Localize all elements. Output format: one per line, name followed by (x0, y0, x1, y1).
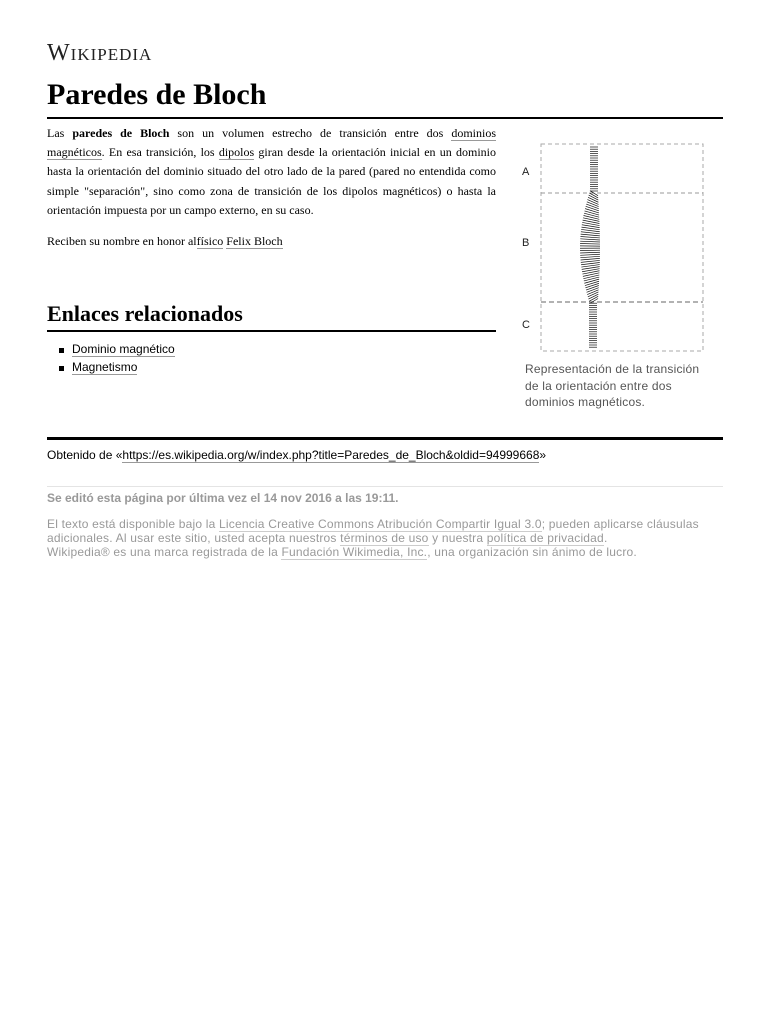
honor-paragraph: Reciben su nombre en honor alfísico Felix Bloch (47, 234, 283, 248)
spin-tick (587, 288, 599, 293)
spin-tick (589, 195, 599, 200)
list-item (58, 358, 175, 376)
spin-tick (588, 197, 598, 202)
link-dominio-magnetico[interactable]: Dominio magnético (72, 342, 175, 356)
spin-tick (589, 296, 598, 301)
spin-tick (587, 290, 598, 295)
permanent-link[interactable]: https://es.wikipedia.org/w/index.php?title=Paredes_de_Bloch&oldid=94999668 (122, 448, 540, 462)
link-dominios-magneticos[interactable]: dominios magnéticos (47, 126, 496, 160)
license-notice: El texto está disponible bajo la Licencia Creative Commons Atribución Compartir Igual 3.0; pueden aplicarse cláusulas adicionales. Al usar este sitio, usted acepta nuestros términos de uso y nuestra política de privacidad. Wikipedia® es una marca registrada de la Fundación Wikimedia, Inc., una organización sin ánimo de lucro. (47, 517, 699, 559)
spin-tick (580, 256, 600, 257)
spin-tick (586, 286, 599, 291)
link-fisico[interactable]: físico (196, 234, 224, 248)
figure-label-a: A (522, 166, 530, 178)
spin-tick (588, 292, 599, 297)
spin-tick (585, 211, 600, 215)
spin-tick (585, 283, 598, 287)
link-wikimedia-foundation[interactable]: Fundación Wikimedia, Inc. (281, 545, 428, 559)
link-cc-license[interactable]: Licencia Creative Commons Atribución Compartir Igual 3.0 (219, 517, 542, 531)
related-links-list (58, 340, 175, 376)
spin-tick (580, 236, 599, 237)
list-item (58, 340, 175, 358)
link-terms-of-use[interactable]: términos de uso (340, 531, 429, 545)
spin-tick (581, 232, 600, 234)
spin-tick (584, 277, 599, 281)
retrieved-from: Obtenido de «https://es.wikipedia.org/w/index.php?title=Paredes_de_Bloch&oldid=94999668» (47, 448, 547, 462)
spin-tick (580, 239, 600, 240)
spin-arrows (580, 147, 600, 347)
spin-tick (584, 213, 599, 217)
spin-tick (584, 279, 599, 283)
section-divider (47, 330, 496, 332)
bloch-wall-figure[interactable] (520, 140, 708, 356)
spin-tick (588, 294, 598, 299)
figure-frame (541, 144, 703, 351)
lead-paragraph: Las paredes de Bloch son un volumen estrecho de transición entre dos dominios magnéticos. En esa transición, los dipolos giran desde la orientación inicial en un dominio hasta la orientación del dominio situado del otro lado de la pared (pared no entendida como simple "separación", sino como zona de transición de los dipolos magnéticos) o hasta la orientación impuesta por un campo externo, en su caso. (47, 126, 496, 217)
lead-bold-term: paredes de Bloch (72, 126, 170, 140)
spin-tick (580, 252, 600, 253)
spin-tick (587, 200, 598, 205)
spin-tick (581, 260, 600, 262)
spin-tick (581, 258, 600, 260)
section-heading-enlaces: Enlaces relacionados (47, 301, 243, 326)
link-privacy-policy[interactable]: política de privacidad (486, 531, 604, 545)
spin-tick (587, 202, 599, 207)
spin-tick (581, 229, 600, 231)
figure-label-c: C (522, 319, 530, 331)
figure-caption: Representación de la transición de la orientación entre dos dominios magnéticos. (525, 362, 700, 410)
wikipedia-logo[interactable]: Wikipedia (47, 40, 153, 66)
spin-tick (589, 193, 598, 198)
link-dipolos[interactable]: dipolos (218, 145, 255, 160)
last-edited-notice: Se editó esta página por última vez el 14 nov 2016 a las 19:11. (47, 491, 399, 505)
figure-label-b: B (522, 237, 530, 249)
spin-tick (580, 244, 600, 245)
link-felix-bloch[interactable]: Felix Bloch (226, 234, 283, 248)
page-title: Paredes de Bloch (47, 78, 267, 111)
spin-tick (580, 241, 600, 242)
spin-tick (581, 234, 600, 236)
spin-tick (586, 204, 599, 209)
link-magnetismo[interactable]: Magnetismo (72, 360, 138, 374)
spin-tick (585, 209, 599, 213)
spin-tick (585, 281, 599, 285)
spin-tick (581, 262, 600, 264)
footer-thin-divider (47, 486, 723, 487)
footer-divider (47, 437, 723, 440)
spin-tick (586, 206, 599, 211)
spin-tick (580, 254, 600, 255)
title-divider (47, 117, 723, 119)
